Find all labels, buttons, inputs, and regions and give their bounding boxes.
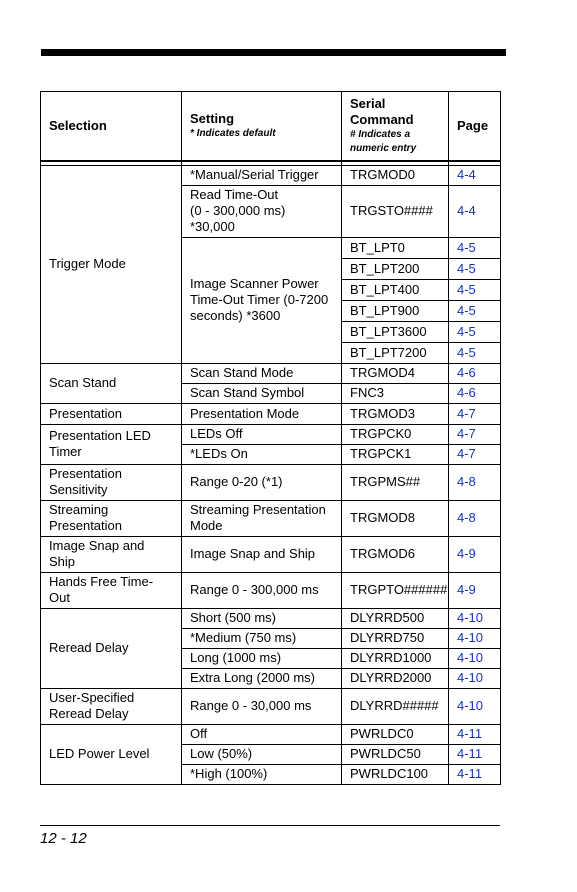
command-cell: TRGPTO###### — [342, 572, 449, 608]
page-link[interactable]: 4-5 — [449, 258, 501, 279]
setting-cell — [182, 237, 342, 363]
setting-cell: Off — [182, 724, 342, 744]
command-cell: BT_LPT7200 — [342, 342, 449, 363]
command-cell: TRGMOD8 — [342, 500, 449, 536]
page-link[interactable]: 4-10 — [449, 668, 501, 688]
selection-line: Image Snap and — [49, 538, 145, 553]
page-link[interactable]: 4-4 — [449, 165, 501, 185]
command-cell: BT_LPT0 — [342, 237, 449, 258]
command-cell: PWRLDC0 — [342, 724, 449, 744]
setting-line: Streaming Presentation — [190, 502, 326, 517]
table-row — [41, 165, 501, 185]
command-cell: BT_LPT900 — [342, 300, 449, 321]
setting-cell: Range 0 - 300,000 ms — [182, 572, 342, 608]
selection-cell — [41, 572, 182, 608]
selection-line: Presentation — [49, 466, 122, 481]
table-row — [41, 688, 501, 724]
page-link[interactable]: 4-5 — [449, 279, 501, 300]
command-cell: TRGMOD0 — [342, 165, 449, 185]
command-cell: TRGSTO#### — [342, 185, 449, 237]
selection-line: Ship — [49, 554, 76, 569]
table-row — [41, 536, 501, 572]
page-link[interactable]: 4-11 — [449, 744, 501, 764]
setting-cell: Range 0-20 (*1) — [182, 464, 342, 500]
selection-line: Streaming — [49, 502, 109, 517]
table-row — [41, 403, 501, 424]
selection-cell — [41, 464, 182, 500]
setting-cell: Long (1000 ms) — [182, 648, 342, 668]
selection-line: User-Specified — [49, 690, 135, 705]
setting-cell: *High (100%) — [182, 764, 342, 784]
table-row — [41, 608, 501, 628]
table-row — [41, 424, 501, 444]
page-link[interactable]: 4-8 — [449, 500, 501, 536]
header-page: Page — [449, 92, 501, 161]
setting-line: Read Time-Out — [190, 187, 279, 202]
serial-command-table — [40, 91, 501, 785]
selection-cell — [41, 688, 182, 724]
page-link[interactable]: 4-8 — [449, 464, 501, 500]
command-cell: BT_LPT400 — [342, 279, 449, 300]
setting-cell: *Manual/Serial Trigger — [182, 165, 342, 185]
page-link[interactable]: 4-9 — [449, 572, 501, 608]
page-link[interactable]: 4-5 — [449, 300, 501, 321]
command-cell: PWRLDC100 — [342, 764, 449, 784]
page-link[interactable]: 4-10 — [449, 648, 501, 668]
table-row — [41, 724, 501, 744]
selection-cell: Presentation — [41, 403, 182, 424]
header-setting: Setting * Indicates default — [182, 92, 342, 161]
selection-line: Presentation LED — [49, 428, 151, 443]
page-link[interactable]: 4-7 — [449, 444, 501, 464]
selection-line: Timer — [49, 444, 82, 459]
setting-cell: *Medium (750 ms) — [182, 628, 342, 648]
setting-cell: Presentation Mode — [182, 403, 342, 424]
table-row — [41, 572, 501, 608]
setting-cell: LEDs Off — [182, 424, 342, 444]
command-cell: DLYRRD500 — [342, 608, 449, 628]
page-link[interactable]: 4-7 — [449, 403, 501, 424]
command-cell: TRGPCK1 — [342, 444, 449, 464]
page-link[interactable]: 4-6 — [449, 363, 501, 383]
selection-cell — [41, 500, 182, 536]
table-row — [41, 464, 501, 500]
page-link[interactable]: 4-6 — [449, 383, 501, 403]
command-cell: BT_LPT200 — [342, 258, 449, 279]
setting-cell: Image Snap and Ship — [182, 536, 342, 572]
setting-cell: Scan Stand Mode — [182, 363, 342, 383]
setting-line: Mode — [190, 518, 223, 533]
setting-line: (0 - 300,000 ms) — [190, 203, 286, 218]
page-link[interactable]: 4-4 — [449, 185, 501, 237]
table-row — [41, 500, 501, 536]
command-cell: DLYRRD##### — [342, 688, 449, 724]
setting-cell — [182, 185, 342, 237]
setting-cell — [182, 500, 342, 536]
page-link[interactable]: 4-9 — [449, 536, 501, 572]
page-link[interactable]: 4-11 — [449, 764, 501, 784]
page-number: 12 - 12 — [40, 830, 87, 847]
selection-line: Reread Delay — [49, 706, 129, 721]
selection-cell: Scan Stand — [41, 363, 182, 403]
command-cell: PWRLDC50 — [342, 744, 449, 764]
top-rule — [41, 49, 506, 56]
page-link[interactable]: 4-11 — [449, 724, 501, 744]
header-selection: Selection — [41, 92, 182, 161]
setting-line: seconds) *3600 — [190, 308, 281, 323]
page-link[interactable]: 4-5 — [449, 342, 501, 363]
command-cell: FNC3 — [342, 383, 449, 403]
command-cell: BT_LPT3600 — [342, 321, 449, 342]
selection-cell: LED Power Level — [41, 724, 182, 784]
command-cell: TRGMOD6 — [342, 536, 449, 572]
selection-line: Sensitivity — [49, 482, 108, 497]
setting-cell: *LEDs On — [182, 444, 342, 464]
bottom-rule — [40, 825, 500, 826]
selection-cell — [41, 424, 182, 464]
selection-line: Hands Free Time- — [49, 574, 154, 589]
command-cell: TRGPMS## — [342, 464, 449, 500]
table-row — [41, 363, 501, 383]
page-link[interactable]: 4-5 — [449, 237, 501, 258]
selection-line: Presentation — [49, 518, 122, 533]
header-serial-command: Serial Command # Indicates a numeric entry — [342, 92, 449, 161]
page-link[interactable]: 4-10 — [449, 688, 501, 724]
page-link[interactable]: 4-7 — [449, 424, 501, 444]
page-link[interactable]: 4-10 — [449, 608, 501, 628]
setting-line: Image Scanner Power — [190, 276, 319, 291]
command-cell: TRGMOD3 — [342, 403, 449, 424]
setting-cell: Low (50%) — [182, 744, 342, 764]
setting-cell: Short (500 ms) — [182, 608, 342, 628]
command-cell: DLYRRD1000 — [342, 648, 449, 668]
setting-line: Time-Out Timer (0-7200 — [190, 292, 329, 307]
command-cell: DLYRRD750 — [342, 628, 449, 648]
page-link[interactable]: 4-10 — [449, 628, 501, 648]
selection-cell — [41, 536, 182, 572]
setting-cell: Extra Long (2000 ms) — [182, 668, 342, 688]
command-cell: TRGPCK0 — [342, 424, 449, 444]
table-header-row — [41, 92, 501, 161]
setting-line: *30,000 — [190, 219, 235, 234]
setting-cell: Range 0 - 30,000 ms — [182, 688, 342, 724]
page-link[interactable]: 4-5 — [449, 321, 501, 342]
selection-cell: Trigger Mode — [41, 165, 182, 363]
command-cell: TRGMOD4 — [342, 363, 449, 383]
setting-cell: Scan Stand Symbol — [182, 383, 342, 403]
selection-line: Out — [49, 590, 70, 605]
selection-cell: Reread Delay — [41, 608, 182, 688]
command-cell: DLYRRD2000 — [342, 668, 449, 688]
